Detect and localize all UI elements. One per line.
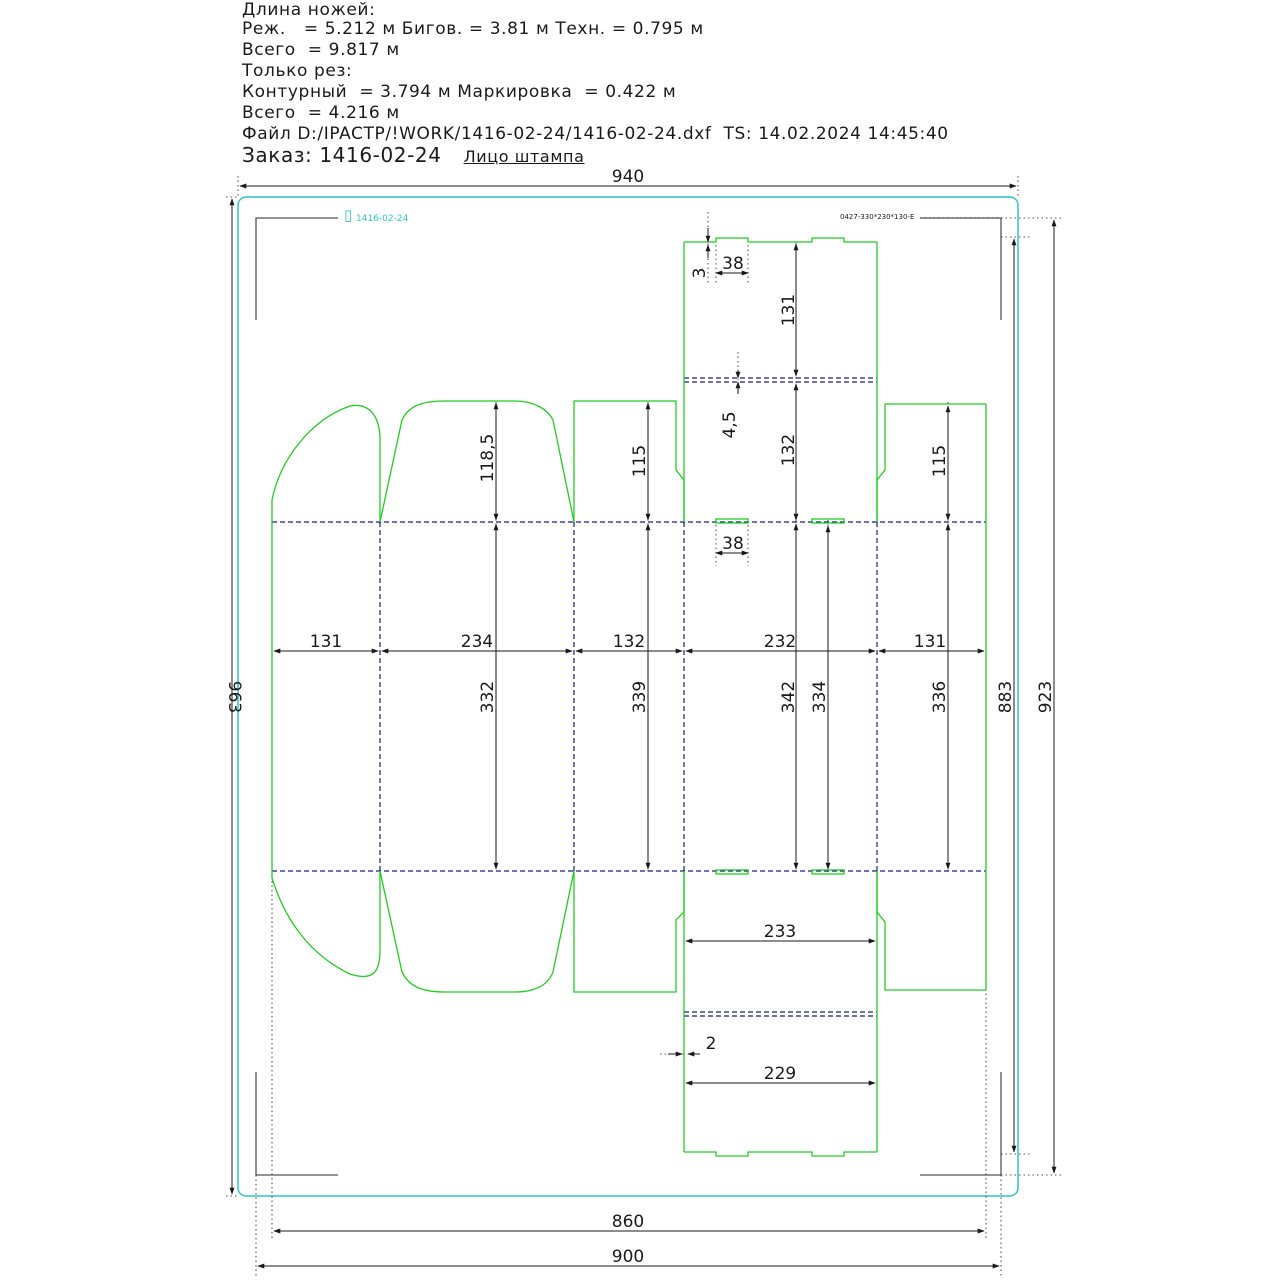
crease-lines xyxy=(272,378,986,1016)
dim-width-132: 132 xyxy=(612,632,646,652)
dim-overall-height: 963 xyxy=(224,680,244,714)
dim-width-233: 233 xyxy=(763,922,797,942)
dim-tab-38-mid: 38 xyxy=(722,534,744,554)
dim-height-339: 339 xyxy=(630,680,650,714)
total-cut-line: Всего = 4.216 м xyxy=(242,103,400,123)
dim-flap-115-left: 115 xyxy=(630,444,650,478)
dim-sheet-900: 900 xyxy=(611,1247,645,1267)
logo-text: 1416-02-24 xyxy=(356,214,409,224)
dim-sheet-860: 860 xyxy=(611,1212,645,1232)
order-number: Заказ: 1416-02-24 xyxy=(242,143,442,167)
dim-tab-3: 3 xyxy=(690,267,710,279)
cut-lines xyxy=(272,238,986,1156)
dim-height-332: 332 xyxy=(478,680,498,714)
dim-flap-115-right: 115 xyxy=(930,444,950,478)
extension-lines xyxy=(226,176,1062,1276)
knife-length-title: Длина ножей: xyxy=(242,0,376,20)
dim-flap-118-5: 118,5 xyxy=(478,433,498,483)
product-code: 0427-330*230*130-E xyxy=(840,213,915,221)
dim-lid-132: 132 xyxy=(779,433,799,467)
contour-line: Контурный = 3.794 м Маркировка = 0.422 м xyxy=(242,82,677,102)
corner-marks xyxy=(256,218,1001,1175)
dim-width-229: 229 xyxy=(763,1064,797,1084)
dim-overall-width: 940 xyxy=(611,167,645,187)
dim-width-232: 232 xyxy=(763,632,797,652)
dim-height-334: 334 xyxy=(810,680,830,714)
dim-gap-2: 2 xyxy=(705,1034,717,1054)
dimension-lines xyxy=(232,186,1054,1266)
total-length-line: Всего = 9.817 м xyxy=(242,40,400,60)
dim-width-131-left: 131 xyxy=(309,632,343,652)
dim-tab-38-top: 38 xyxy=(722,254,744,274)
dim-top-131: 131 xyxy=(779,293,799,327)
dim-height-342: 342 xyxy=(779,680,799,714)
face-label: Лицо штампа xyxy=(463,147,585,166)
logo-mark: ▯ xyxy=(344,206,353,224)
dim-width-234: 234 xyxy=(460,632,494,652)
dim-height-336: 336 xyxy=(930,680,950,714)
dim-gap-4-5: 4,5 xyxy=(720,411,740,439)
dim-width-131-right: 131 xyxy=(913,632,947,652)
sheet-frame xyxy=(238,197,1018,1196)
cut-lengths-line: Реж. = 5.212 м Бигов. = 3.81 м Техн. = 0.795 м xyxy=(242,19,704,39)
cut-only-title: Только рез: xyxy=(242,61,353,81)
dim-right-923: 923 xyxy=(1036,680,1056,714)
dim-right-883: 883 xyxy=(996,680,1016,714)
file-line: Файл D:/IPACTP/!WORK/1416-02-24/1416-02-24.dxf TS: 14.02.2024 14:45:40 xyxy=(242,124,949,144)
